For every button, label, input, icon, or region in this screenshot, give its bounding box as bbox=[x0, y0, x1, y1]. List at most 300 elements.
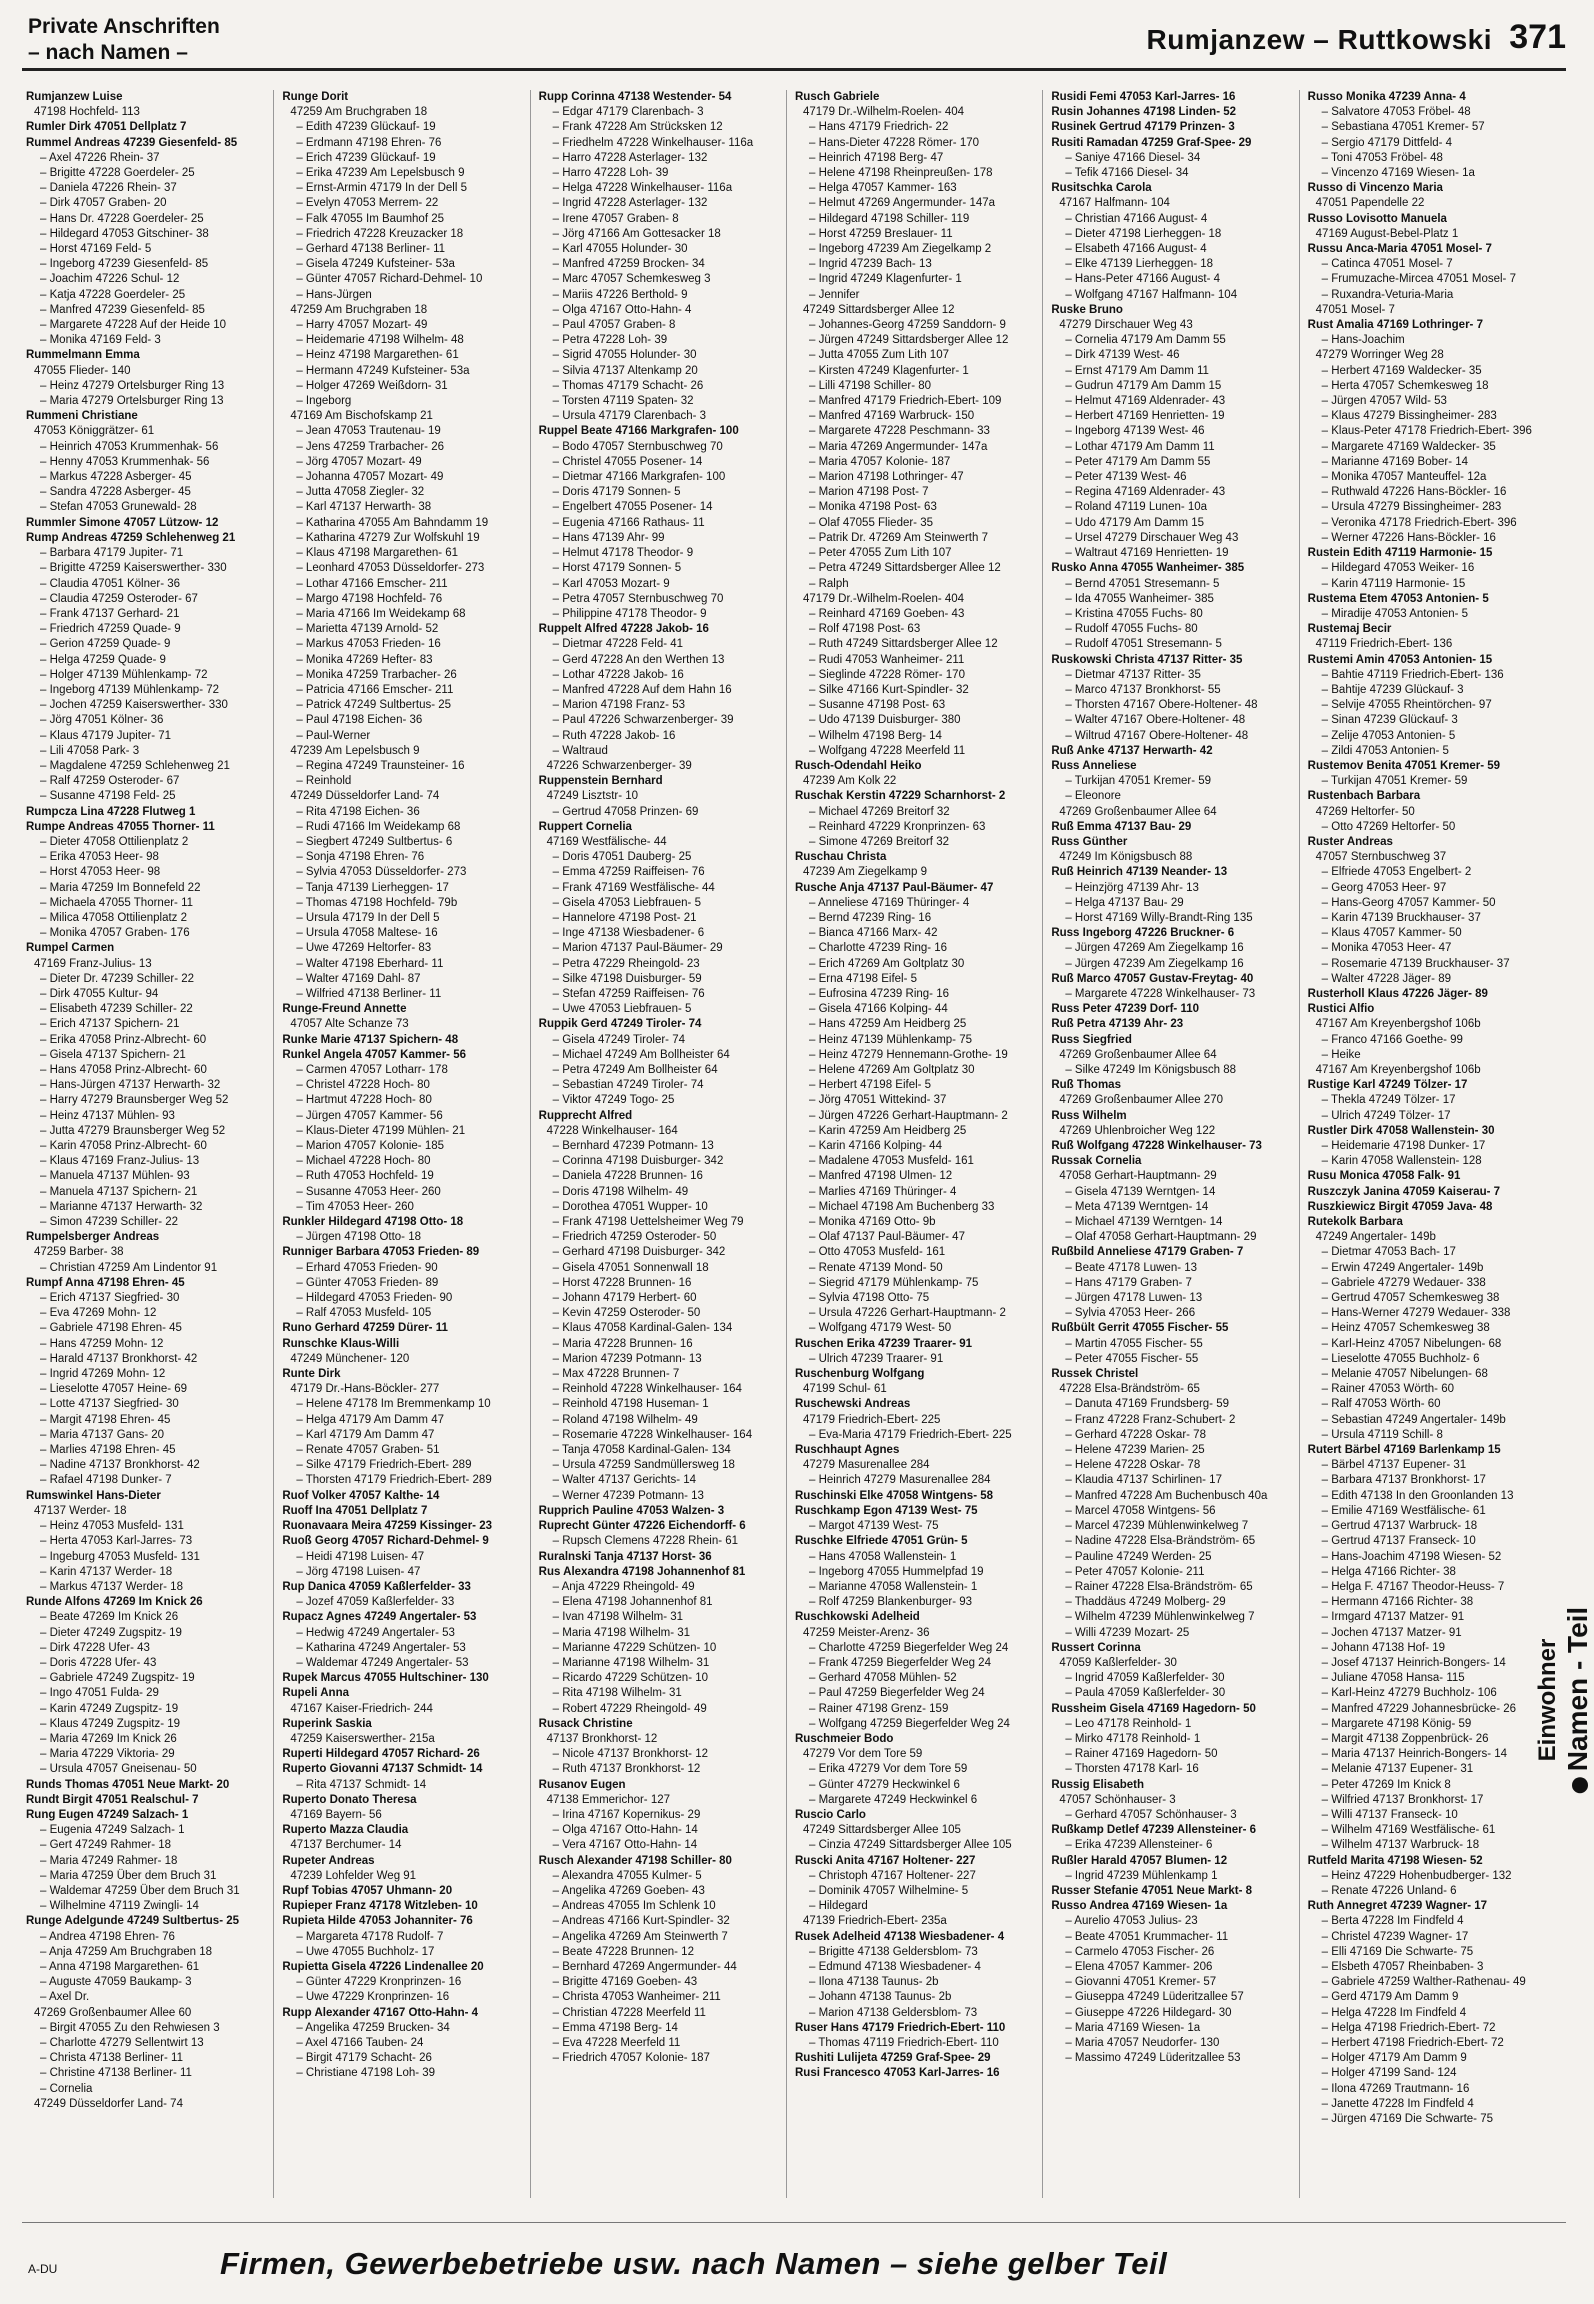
listing-entry-head: Runkel Angela 47057 Kammer- 56 bbox=[282, 1048, 466, 1061]
listing-entry: – Otto 47053 Musfeld- 161 bbox=[808, 1246, 946, 1259]
listing-entry: – Werner 47239 Potmann- 13 bbox=[552, 1489, 704, 1502]
listing-entry: – Heinz 47279 Hennemann-Grothe- 19 bbox=[808, 1048, 1008, 1061]
listing-entry: 47167 Kaiser-Friedrich- 244 bbox=[290, 1702, 433, 1715]
listing-entry: – Herbert 47169 Waldecker- 35 bbox=[1321, 364, 1482, 377]
listing-entry: – Cornelia bbox=[40, 2082, 93, 2095]
listing-entry: – Dirk 47057 Graben- 20 bbox=[40, 197, 167, 210]
listing-entry-head: Rup Danica 47059 Kaßlerfelder- 33 bbox=[282, 1580, 471, 1593]
listing-entry: – Helga 47166 Richter- 38 bbox=[1321, 1565, 1456, 1578]
listing-entry: – Jürgen 47057 Wild- 53 bbox=[1321, 395, 1447, 408]
listing-entry: – Henny 47053 Krummenhak- 56 bbox=[40, 455, 210, 468]
listing-entry: – Sebastiana 47051 Kremer- 57 bbox=[1321, 121, 1485, 134]
listing-entry-head: Russo di Vincenzo Maria bbox=[1307, 182, 1443, 195]
listing-entry: 47259 Kaiserswerther- 215a bbox=[290, 1732, 435, 1745]
listing-entry: – Christa 47053 Wanheimer- 211 bbox=[552, 1991, 721, 2004]
listing-entry: – Ursula 47057 Gneisenau- 50 bbox=[40, 1763, 197, 1776]
listing-entry: – Margarete 47198 König- 59 bbox=[1321, 1717, 1472, 1730]
listing-entry-head: Russo Monika 47239 Anna- 4 bbox=[1307, 91, 1466, 103]
listing-entry: – Axel Dr. bbox=[40, 1991, 90, 2004]
listing-entry: – Rolf 47198 Post- 63 bbox=[808, 623, 921, 636]
listing-entry-head: Ruschewski Andreas bbox=[794, 1398, 911, 1411]
listing-entry: – Stefan 47053 Grunewald- 28 bbox=[40, 501, 197, 514]
listing-entry: – Tanja 47139 Lierheggen- 17 bbox=[296, 881, 449, 894]
listing-entry: 47228 Winkelhauser- 164 bbox=[546, 1124, 678, 1137]
listing-entry: – Birgit 47055 Zu den Rehwiesen 3 bbox=[40, 2021, 220, 2034]
listing-entry: – Dietmar 47053 Bach- 17 bbox=[1321, 1246, 1456, 1259]
listing-entry: – Gerion 47259 Quade- 9 bbox=[40, 638, 171, 651]
header-rule bbox=[22, 68, 1566, 71]
listing-entry-head: Rusche Anja 47137 Paul-Bäumer- 47 bbox=[794, 881, 994, 894]
listing-entry: – Manuela 47137 Mühlen- 93 bbox=[40, 1170, 190, 1183]
listing-entry: – Susanne 47198 Post- 63 bbox=[808, 699, 946, 712]
listing-entry-head: Ruppert Cornelia bbox=[538, 820, 632, 833]
listing-entry: 47249 Münchener- 120 bbox=[290, 1352, 410, 1365]
listing-entry: – Heinz 47198 Margarethen- 61 bbox=[296, 349, 459, 362]
listing-entry: – Peter 47055 Zum Lith 107 bbox=[808, 547, 952, 560]
listing-entry: – Nicole 47137 Bronkhorst- 12 bbox=[552, 1748, 708, 1761]
listing-entry: – Ursula 47179 Clarenbach- 3 bbox=[552, 410, 707, 423]
listing-entry: – Peter 47179 Am Damm 55 bbox=[1065, 455, 1211, 468]
listing-entry-head: Russert Corinna bbox=[1051, 1641, 1141, 1654]
listing-entry: – Brigitte 47259 Kaiserswerther- 330 bbox=[40, 562, 227, 575]
listing-entry: – Christa 47138 Berliner- 11 bbox=[40, 2052, 183, 2065]
listing-entry: – Turkijan 47051 Kremer- 59 bbox=[1065, 775, 1212, 788]
listing-entry: – Maria 47259 Im Bonnefeld 22 bbox=[40, 881, 201, 894]
listing-entry: – Erika 47279 Vor dem Tore 59 bbox=[808, 1763, 968, 1776]
column-divider bbox=[786, 90, 787, 2198]
listing-entry: – Rafael 47198 Dunker- 7 bbox=[40, 1474, 172, 1487]
listing-entry: 47138 Emmerichor- 127 bbox=[546, 1793, 671, 1806]
listing-entry: – Gisela 47051 Sonnenwall 18 bbox=[552, 1261, 709, 1274]
listing-entry: – Torsten 47119 Spaten- 32 bbox=[552, 395, 694, 408]
listing-entry: – Christian 47228 Meerfeld 11 bbox=[552, 2006, 706, 2019]
listing-entry: – Gerd 47179 Am Damm 9 bbox=[1321, 1991, 1459, 2004]
listing-entry: – Vera 47167 Otto-Hahn- 14 bbox=[552, 1839, 698, 1852]
listing-entry: – Mariis 47226 Berthold- 9 bbox=[552, 288, 688, 301]
listing-entry: – Hans-Georg 47057 Kammer- 50 bbox=[1321, 896, 1496, 909]
listing-entry: – Maria 47137 Gans- 20 bbox=[40, 1428, 165, 1441]
listing-entry: – Paula 47059 Kaßlerfelder- 30 bbox=[1065, 1687, 1226, 1700]
listing-entry: – Gabriele 47279 Wedauer- 338 bbox=[1321, 1276, 1486, 1289]
listing-entry: – Helga 47179 Am Damm 47 bbox=[296, 1413, 444, 1426]
listing-entry: – Harry 47057 Mozart- 49 bbox=[296, 319, 428, 332]
listing-entry: – Dirk 47055 Kultur- 94 bbox=[40, 987, 159, 1000]
listing-entry: – Manfred 47179 Friedrich-Ebert- 109 bbox=[808, 395, 1002, 408]
listing-entry-head: Ruppel Beate 47166 Markgrafen- 100 bbox=[538, 425, 739, 438]
listing-entry: 47249 Im Königsbusch 88 bbox=[1059, 851, 1193, 864]
listing-entry: 47239 Am Lepelsbusch 9 bbox=[290, 744, 420, 757]
listing-entry: – Wilhelm 47239 Mühlenwinkelweg 7 bbox=[1065, 1611, 1255, 1624]
listing-entry: – Ingeborg 47055 Hummelpfad 19 bbox=[808, 1565, 984, 1578]
listing-entry: – Lieselotte 47057 Heine- 69 bbox=[40, 1383, 188, 1396]
listing-entry-head: Russer Stefanie 47051 Neue Markt- 8 bbox=[1051, 1884, 1253, 1897]
listing-entry: – Maria 47279 Ortelsburger Ring 13 bbox=[40, 395, 224, 408]
listing-entry: – Klaus-Dieter 47199 Mühlen- 21 bbox=[296, 1124, 466, 1137]
listing-entry: 47057 Schönhauser- 3 bbox=[1059, 1793, 1176, 1806]
listing-entry-head: Rump Andreas 47259 Schlehenweg 21 bbox=[26, 531, 236, 544]
listing-entry: – Sonja 47198 Ehren- 76 bbox=[296, 851, 425, 864]
listing-entry: – Hans 47058 Prinz-Albrecht- 60 bbox=[40, 1064, 207, 1076]
listing-entry-head: Rumpf Anna 47198 Ehren- 45 bbox=[26, 1276, 185, 1289]
listing-entry-head: Rustemaj Becir bbox=[1307, 623, 1392, 636]
listing-entry: – Leonhard 47053 Düsseldorfer- 273 bbox=[296, 562, 485, 575]
listing-entry-head: Ruß Thomas bbox=[1051, 1079, 1121, 1092]
listing-entry: – Margot 47139 West- 75 bbox=[808, 1520, 939, 1533]
listing-entry: 47239 Am Ziegelkamp 9 bbox=[802, 866, 928, 879]
listing-entry-head: Ruoß Georg 47057 Richard-Dehmel- 9 bbox=[282, 1535, 489, 1548]
listing-entry: – Beate 47269 Im Knick 26 bbox=[40, 1611, 179, 1624]
listing-entry: – Hans Dr. 47228 Goerdeler- 25 bbox=[40, 212, 204, 225]
listing-entry: – Renate 47226 Unland- 6 bbox=[1321, 1884, 1457, 1897]
listing-entry: – Robert 47229 Rheingold- 49 bbox=[552, 1702, 707, 1715]
listing-entry: – Johann 47138 Taunus- 2b bbox=[808, 1991, 952, 2004]
listing-entry: – Manfred 47228 Auf dem Hahn 16 bbox=[552, 683, 732, 696]
listing-entry: – Peter 47269 Im Knick 8 bbox=[1321, 1778, 1451, 1791]
listing-entry: – Michaela 47055 Thorner- 11 bbox=[40, 896, 194, 909]
listing-entry-head: Rupprecht Alfred bbox=[538, 1109, 633, 1122]
listing-entry-head: Rupp Corinna 47138 Westender- 54 bbox=[538, 91, 732, 103]
listing-entry: – Johann 47179 Herbert- 60 bbox=[552, 1292, 697, 1305]
listing-entry: – Willi 47137 Franseck- 10 bbox=[1321, 1808, 1458, 1821]
listing-entry: – Maria 47228 Brunnen- 16 bbox=[552, 1337, 693, 1350]
listing-entry-head: Ruschau Christa bbox=[794, 851, 887, 864]
listing-entry: – Reinhold 47198 Huseman- 1 bbox=[552, 1398, 709, 1411]
listing-entry: 47269 Uhlenbroicher Weg 122 bbox=[1059, 1124, 1216, 1137]
listing-entry: – Leo 47178 Reinhold- 1 bbox=[1065, 1717, 1192, 1730]
listing-entry: – Helene 47269 Am Goltplatz 30 bbox=[808, 1064, 975, 1076]
listing-entry: – Heike bbox=[1321, 1048, 1361, 1061]
listing-entry: – Harro 47228 Loh- 39 bbox=[552, 167, 669, 180]
listing-entry: – Jürgen 47057 Kammer- 56 bbox=[296, 1109, 443, 1122]
listing-entry: – Gerhard 47228 Oskar- 78 bbox=[1065, 1428, 1206, 1441]
listing-entry: – Christel 47239 Wagner- 17 bbox=[1321, 1930, 1469, 1943]
listing-entry-head: Rutekolk Barbara bbox=[1307, 1216, 1403, 1229]
listing-entry: – Dominik 47057 Wilhelmine- 5 bbox=[808, 1884, 969, 1897]
listing-entry: – Charlotte 47239 Ring- 16 bbox=[808, 942, 948, 955]
listing-entry: – Klaus 47279 Bissingheimer- 283 bbox=[1321, 410, 1497, 423]
listing-entry: – Ingeborg 47139 Mühlenkamp- 72 bbox=[40, 683, 220, 696]
listing-entry-head: Rusinek Gertrud 47179 Prinzen- 3 bbox=[1051, 121, 1235, 134]
listing-entry: – Holger 47139 Mühlenkamp- 72 bbox=[40, 668, 208, 681]
listing-entry: – Frank 47137 Gerhard- 21 bbox=[40, 607, 180, 620]
listing-entry: – Irina 47167 Kopernikus- 29 bbox=[552, 1808, 701, 1821]
listing-entry: – Auguste 47059 Baukamp- 3 bbox=[40, 1976, 192, 1989]
listing-entry: – Marlies 47169 Thüringer- 4 bbox=[808, 1185, 957, 1198]
listing-entry: – Gerhard 47198 Duisburger- 342 bbox=[552, 1246, 726, 1259]
listing-entry: – Axel 47226 Rhein- 37 bbox=[40, 151, 160, 164]
listing-entry: – Hans 47179 Graben- 7 bbox=[1065, 1276, 1192, 1289]
listing-entry-head: Russheim Gisela 47169 Hagedorn- 50 bbox=[1051, 1702, 1256, 1715]
listing-entry: – Marcel 47058 Wintgens- 56 bbox=[1065, 1504, 1216, 1517]
listing-entry: – Elfriede 47053 Engelbert- 2 bbox=[1321, 866, 1472, 879]
listing-entry: – Daniela 47226 Rhein- 37 bbox=[40, 182, 177, 195]
listing-entry: – Maria 47269 Im Knick 26 bbox=[40, 1732, 177, 1745]
listing-entry: – Horst 47169 Feld- 5 bbox=[40, 243, 152, 256]
listing-entry-head: Rus Alexandra 47198 Johannenhof 81 bbox=[538, 1565, 746, 1578]
listing-entry-head: Rupek Marcus 47055 Hultschiner- 130 bbox=[282, 1672, 489, 1685]
listing-entry: – Erwin 47249 Angertaler- 149b bbox=[1321, 1261, 1484, 1274]
listing-entry: – Engelbert 47055 Posener- 14 bbox=[552, 501, 713, 514]
listing-entry: – Dieter Dr. 47239 Schiller- 22 bbox=[40, 972, 195, 985]
listing-entry: – Friedhelm 47228 Winkelhauser- 116a bbox=[552, 136, 754, 149]
listing-entry-head: Ruß Anke 47137 Herwarth- 42 bbox=[1051, 744, 1213, 757]
listing-entry: – Thorsten 47179 Friedrich-Ebert- 289 bbox=[296, 1474, 492, 1487]
listing-entry: 47051 Mosel- 7 bbox=[1315, 303, 1395, 316]
listing-entry: – Monika 47057 Graben- 176 bbox=[40, 927, 190, 940]
listing-column-6 bbox=[1308, 90, 1546, 2198]
listing-entry-head: Ruschenburg Wolfgang bbox=[794, 1368, 925, 1381]
listing-entry: – Heinrich 47198 Berg- 47 bbox=[808, 151, 944, 164]
listing-entry: – Emma 47259 Raiffeisen- 76 bbox=[552, 866, 705, 879]
listing-entry: – Dietmar 47228 Feld- 41 bbox=[552, 638, 684, 651]
listing-entry: – Frank 47198 Uettelsheimer Weg 79 bbox=[552, 1216, 744, 1229]
listing-entry: 47259 Barber- 38 bbox=[34, 1246, 124, 1259]
listing-entry: – Gerhard 47138 Berliner- 11 bbox=[296, 243, 446, 256]
listing-entry: – Uwe 47269 Heltorfer- 83 bbox=[296, 942, 432, 955]
listing-entry: – Ruxandra-Veturia-Maria bbox=[1321, 288, 1454, 301]
listing-entry: – Ingrid 47269 Mohn- 12 bbox=[40, 1368, 166, 1381]
listing-entry: – Rudolf 47051 Stresemann- 5 bbox=[1065, 638, 1222, 651]
page-code: A-DU bbox=[28, 2262, 58, 2276]
section-title-line2: – nach Namen – bbox=[28, 41, 188, 64]
listing-entry: 47169 Franz-Julius- 13 bbox=[34, 957, 152, 970]
listing-entry: – Jutta 47058 Ziegler- 32 bbox=[296, 486, 425, 499]
listing-entry: – Dieter 47198 Lierheggen- 18 bbox=[1065, 227, 1222, 240]
listing-entry: – Gertrud 47058 Prinzen- 69 bbox=[552, 805, 699, 818]
listing-column-4 bbox=[795, 90, 1033, 2198]
listing-entry: – Carmen 47057 Lotharr- 178 bbox=[296, 1064, 448, 1076]
listing-entry: – Ingeborg 47139 West- 46 bbox=[1065, 425, 1205, 438]
listing-entry: – Ingeborg bbox=[296, 395, 352, 408]
listing-entry-head: Runde Alfons 47269 Im Knick 26 bbox=[26, 1596, 203, 1609]
listing-entry: – Doris 47179 Sonnen- 5 bbox=[552, 486, 681, 499]
listing-entry: – Inge 47138 Wiesbadener- 6 bbox=[552, 927, 705, 940]
listing-entry: – Karl-Heinz 47057 Nibelungen- 68 bbox=[1321, 1337, 1502, 1350]
listing-entry: – Thorsten 47178 Karl- 16 bbox=[1065, 1763, 1199, 1776]
listing-entry: – Renate 47057 Graben- 51 bbox=[296, 1444, 440, 1457]
listing-entry: – Klaus 47169 Franz-Julius- 13 bbox=[40, 1155, 200, 1168]
listing-entry: – Johann 47138 Hof- 19 bbox=[1321, 1641, 1446, 1654]
listing-entry: – Helene 47228 Oskar- 78 bbox=[1065, 1459, 1201, 1472]
listing-entry: – Dirk 47139 West- 46 bbox=[1065, 349, 1180, 362]
listing-entry-head: Rupietta Gisela 47226 Lindenallee 20 bbox=[282, 1960, 484, 1973]
listing-entry: – Helga 47198 Friedrich-Ebert- 72 bbox=[1321, 2021, 1496, 2034]
listing-entry: – Dietmar 47166 Markgrafen- 100 bbox=[552, 471, 726, 484]
listing-entry: – Hannelore 47198 Post- 21 bbox=[552, 911, 697, 924]
listing-entry: – Toni 47053 Fröbel- 48 bbox=[1321, 151, 1443, 164]
listing-entry: – Gerhard 47057 Schönhauser- 3 bbox=[1065, 1808, 1237, 1821]
listing-entry: – Heinz 47229 Hohenbudberger- 132 bbox=[1321, 1869, 1512, 1882]
listing-entry: – Ernst-Armin 47179 In der Dell 5 bbox=[296, 182, 467, 195]
listing-entry: – Sebastian 47249 Tiroler- 74 bbox=[552, 1079, 704, 1092]
listing-entry: – Mirko 47178 Reinhold- 1 bbox=[1065, 1732, 1201, 1745]
listing-entry: – Jürgen 47249 Sittardsberger Allee 12 bbox=[808, 334, 1009, 347]
listing-entry: – Rainer 47169 Hagedorn- 50 bbox=[1065, 1748, 1218, 1761]
listing-entry: – Wolfgang 47259 Biegerfelder Weg 24 bbox=[808, 1717, 1010, 1730]
listing-entry-head: Ruschinski Elke 47058 Wintgens- 58 bbox=[794, 1489, 994, 1502]
listing-entry: 47269 Großenbaumer Allee 64 bbox=[1059, 1048, 1217, 1061]
listing-entry: – Horst 47169 Willy-Brandt-Ring 135 bbox=[1065, 911, 1253, 924]
listing-entry: – Zildi 47053 Antonien- 5 bbox=[1321, 744, 1449, 757]
column-divider bbox=[273, 90, 274, 2198]
listing-entry: – Wilfried 47138 Berliner- 11 bbox=[296, 987, 442, 1000]
listing-entry: – Karin 47137 Werder- 18 bbox=[40, 1565, 173, 1578]
listing-entry: 47249 Düsseldorfer Land- 74 bbox=[34, 2097, 183, 2110]
listing-entry: 47179 Dr.-Wilhelm-Roelen- 404 bbox=[802, 106, 965, 119]
listing-entry: 47249 Sittardsberger Allee 105 bbox=[802, 1824, 961, 1837]
listing-entry: – Olaf 47058 Gerhart-Hauptmann- 29 bbox=[1065, 1231, 1257, 1244]
listing-entry: – Thomas 47179 Schacht- 26 bbox=[552, 379, 704, 392]
listing-entry: – Dorothea 47051 Wupper- 10 bbox=[552, 1200, 708, 1213]
listing-entry: – Ilona 47138 Taunus- 2b bbox=[808, 1976, 939, 1989]
listing-entry-head: Rusidi Femi 47053 Karl-Jarres- 16 bbox=[1051, 91, 1236, 103]
listing-entry: 47167 Am Kreyenbergshof 106b bbox=[1315, 1064, 1481, 1076]
listing-entry: – Roland 47198 Wilhelm- 49 bbox=[552, 1413, 698, 1426]
listing-entry-head: Runschke Klaus-Willi bbox=[282, 1337, 400, 1350]
listing-entry: – Marco 47137 Bronkhorst- 55 bbox=[1065, 683, 1221, 696]
listing-entry: – Hans-Jürgen 47137 Herwarth- 32 bbox=[40, 1079, 221, 1092]
listing-entry: – Ursula 47119 Schill- 8 bbox=[1321, 1428, 1443, 1441]
listing-entry: – Rainer 47053 Wörth- 60 bbox=[1321, 1383, 1454, 1396]
listing-entry: – Gerhard 47058 Mühlen- 52 bbox=[808, 1672, 957, 1685]
listing-entry-head: Russo Andrea 47169 Wiesen- 1a bbox=[1051, 1900, 1228, 1913]
listing-entry: – Friedrich 47259 Osteroder- 50 bbox=[552, 1231, 717, 1244]
listing-entry: – Charlotte 47279 Sellentwirt 13 bbox=[40, 2037, 204, 2049]
listing-entry-head: Rumpe Andreas 47055 Thorner- 11 bbox=[26, 820, 215, 833]
listing-entry: 47279 Dirschauer Weg 43 bbox=[1059, 319, 1193, 332]
listing-entry: – Miradije 47053 Antonien- 5 bbox=[1321, 607, 1469, 620]
listing-entry: – Susanne 47053 Heer- 260 bbox=[296, 1185, 441, 1198]
listing-entry: – Emma 47198 Berg- 14 bbox=[552, 2021, 678, 2034]
footer-rule bbox=[22, 2222, 1566, 2223]
listing-entry: – Harald 47137 Bronkhorst- 42 bbox=[40, 1352, 198, 1365]
listing-entry: 47057 Sternbuschweg 37 bbox=[1315, 851, 1447, 864]
listing-entry: – Siegrid 47179 Mühlenkamp- 75 bbox=[808, 1276, 979, 1289]
listing-entry: – Gisela 47249 Kufsteiner- 53a bbox=[296, 258, 455, 271]
listing-entry: – Vincenzo 47169 Wiesen- 1a bbox=[1321, 167, 1475, 180]
listing-entry: – Anna 47198 Margarethen- 61 bbox=[40, 1960, 200, 1973]
listing-entry: – Walter 47169 Dahl- 87 bbox=[296, 972, 421, 985]
listing-entry: 47269 Heltorfer- 50 bbox=[1315, 805, 1415, 818]
listing-entry: – Rita 47198 Wilhelm- 31 bbox=[552, 1687, 682, 1700]
listing-entry: – Gisela 47166 Kolping- 44 bbox=[808, 1003, 948, 1016]
listing-entry: – Hans 47139 Ahr- 99 bbox=[552, 531, 665, 544]
listing-entry-head: Rußkamp Detlef 47239 Allensteiner- 6 bbox=[1051, 1824, 1257, 1837]
listing-entry: – Jürgen 47178 Luwen- 13 bbox=[1065, 1292, 1203, 1305]
listing-entry: – Kevin 47259 Osteroder- 50 bbox=[552, 1307, 701, 1320]
listing-entry: – Klaudia 47137 Schirlinen- 17 bbox=[1065, 1474, 1222, 1487]
listing-entry: – Lothar 47166 Emscher- 211 bbox=[296, 577, 448, 590]
section-side-tab bbox=[1534, 1500, 1593, 1900]
listing-entry: – Nadine 47137 Bronkhorst- 42 bbox=[40, 1459, 200, 1472]
listing-entry: – Beate 47178 Luwen- 13 bbox=[1065, 1261, 1198, 1274]
listing-entry: – Jennifer bbox=[808, 288, 860, 301]
listing-entry: – Manuela 47137 Spichern- 21 bbox=[40, 1185, 198, 1198]
listing-entry: – Gisela 47139 Werntgen- 14 bbox=[1065, 1185, 1216, 1198]
listing-entry: – Ulrich 47249 Tölzer- 17 bbox=[1321, 1109, 1451, 1122]
listing-entry: – Heinz 47057 Schemkesweg 38 bbox=[1321, 1322, 1490, 1335]
listing-entry: – Hans 47259 Mohn- 12 bbox=[40, 1337, 164, 1350]
listing-entry: – Hans 47259 Am Heidberg 25 bbox=[808, 1018, 967, 1031]
listing-entry-head: Ruppelt Alfred 47228 Jakob- 16 bbox=[538, 623, 709, 636]
listing-entry-head: Rundt Birgit 47051 Realschul- 7 bbox=[26, 1793, 199, 1806]
listing-entry: – Jürgen 47239 Am Ziegelkamp 16 bbox=[1065, 957, 1244, 970]
listing-entry: – Martin 47055 Fischer- 55 bbox=[1065, 1337, 1203, 1350]
listing-entry: – Maria 47057 Neudorfer- 130 bbox=[1065, 2037, 1220, 2049]
listing-entry: – Ruthwald 47226 Hans-Böckler- 16 bbox=[1321, 486, 1507, 499]
listing-entry: – Doris 47198 Wilhelm- 49 bbox=[552, 1185, 689, 1198]
listing-entry: – Margarete 47228 Auf der Heide 10 bbox=[40, 319, 227, 332]
listing-entry: – Ursula 47279 Bissingheimer- 283 bbox=[1321, 501, 1502, 514]
listing-entry: – Elke 47139 Lierheggen- 18 bbox=[1065, 258, 1214, 271]
listing-entry: – Ingeborg 47239 Am Ziegelkamp 2 bbox=[808, 243, 992, 256]
listing-entry: – Petra 47228 Loh- 39 bbox=[552, 334, 668, 347]
listing-entry-head: Ruperto Giovanni 47137 Schmidt- 14 bbox=[282, 1763, 483, 1776]
listing-entry: – Sebastian 47249 Angertaler- 149b bbox=[1321, 1413, 1506, 1426]
listing-entry: – Heinz 47053 Musfeld- 131 bbox=[40, 1520, 184, 1533]
listing-entry: – Helga 47137 Bau- 29 bbox=[1065, 896, 1184, 909]
listing-entry: – Ursula 47259 Sandmüllersweg 18 bbox=[552, 1459, 735, 1472]
listing-entry: – Barbara 47179 Jupiter- 71 bbox=[40, 547, 184, 560]
listing-entry: – Simon 47239 Schiller- 22 bbox=[40, 1216, 179, 1229]
listing-entry: – Waltraud bbox=[552, 744, 608, 757]
listing-entry-head: Rupeter Andreas bbox=[282, 1854, 375, 1867]
listing-entry: – Marianne 47169 Bober- 14 bbox=[1321, 455, 1469, 468]
listing-entry: – Susanne 47198 Feld- 25 bbox=[40, 790, 176, 803]
listing-entry: – Peter 47057 Kolonie- 211 bbox=[1065, 1565, 1205, 1578]
listing-entry: – Zelije 47053 Antonien- 5 bbox=[1321, 729, 1456, 742]
listing-entry: 47239 Am Kolk 22 bbox=[802, 775, 897, 788]
listing-entry: – Peter 47055 Fischer- 55 bbox=[1065, 1352, 1199, 1365]
listing-entry: – Jürgen 47198 Otto- 18 bbox=[296, 1231, 421, 1244]
listing-entry: – Manfred 47259 Brocken- 34 bbox=[552, 258, 705, 271]
listing-entry: – Maria 47249 Rahmer- 18 bbox=[40, 1854, 178, 1867]
listing-entry: 47137 Berchumer- 14 bbox=[290, 1839, 402, 1852]
listing-entry: – Gisela 47249 Tiroler- 74 bbox=[552, 1033, 685, 1046]
listing-entry: – Marc 47057 Schemkesweg 3 bbox=[552, 273, 711, 286]
listing-entry: – Olga 47167 Otto-Hahn- 4 bbox=[552, 303, 692, 316]
listing-entry: – Paul 47259 Biegerfelder Weg 24 bbox=[808, 1687, 985, 1700]
listing-entry: – Erich 47269 Am Goltplatz 30 bbox=[808, 957, 965, 970]
listing-entry: – Silke 47166 Kurt-Spindler- 32 bbox=[808, 683, 969, 696]
listing-entry: 47053 Königgrätzer- 61 bbox=[34, 425, 155, 438]
listing-entry: – Lieselotte 47055 Buchholz- 6 bbox=[1321, 1352, 1480, 1365]
listing-entry: – Heinzjörg 47139 Ahr- 13 bbox=[1065, 881, 1199, 894]
listing-entry: – Heinz 47137 Mühlen- 93 bbox=[40, 1109, 175, 1122]
listing-entry: – Waldemar 47259 Über dem Bruch 31 bbox=[40, 1884, 240, 1897]
listing-entry: – Manfred 47239 Giesenfeld- 85 bbox=[40, 303, 205, 316]
listing-entry: 47137 Werder- 18 bbox=[34, 1504, 127, 1517]
listing-entry-head: Rustemov Benita 47051 Kremer- 59 bbox=[1307, 759, 1501, 772]
listing-entry: – Hartmut 47228 Hoch- 80 bbox=[296, 1094, 432, 1107]
listing-entry: – Ralph bbox=[808, 577, 849, 590]
listing-entry: – Silvia 47137 Altenkamp 20 bbox=[552, 364, 698, 377]
listing-entry: 47259 Am Bruchgraben 18 bbox=[290, 106, 428, 119]
column-divider bbox=[530, 90, 531, 2198]
listing-entry: – Stefan 47259 Raiffeisen- 76 bbox=[552, 987, 705, 1000]
listing-entry: – Holger 47269 Weißdorn- 31 bbox=[296, 379, 448, 392]
listing-entry: – Angelika 47269 Am Steinwerth 7 bbox=[552, 1930, 728, 1943]
column-divider bbox=[1042, 90, 1043, 2198]
listing-entry-head: Ruschkowski Adelheid bbox=[794, 1611, 920, 1624]
listing-entry: – Jozef 47059 Kaßlerfelder- 33 bbox=[296, 1596, 455, 1609]
listing-entry: – Ursel 47279 Dirschauer Weg 43 bbox=[1065, 531, 1239, 544]
listing-entry: 47167 Am Kreyenbergshof 106b bbox=[1315, 1018, 1481, 1031]
listing-entry: – Margit 47138 Zoppenbrück- 26 bbox=[1321, 1732, 1489, 1745]
listing-entry: – Eva 47228 Meerfeld 11 bbox=[552, 2037, 681, 2049]
listing-entry: 47279 Vor dem Tore 59 bbox=[802, 1748, 923, 1761]
listing-entry: – Heinrich 47279 Masurenallee 284 bbox=[808, 1474, 991, 1487]
